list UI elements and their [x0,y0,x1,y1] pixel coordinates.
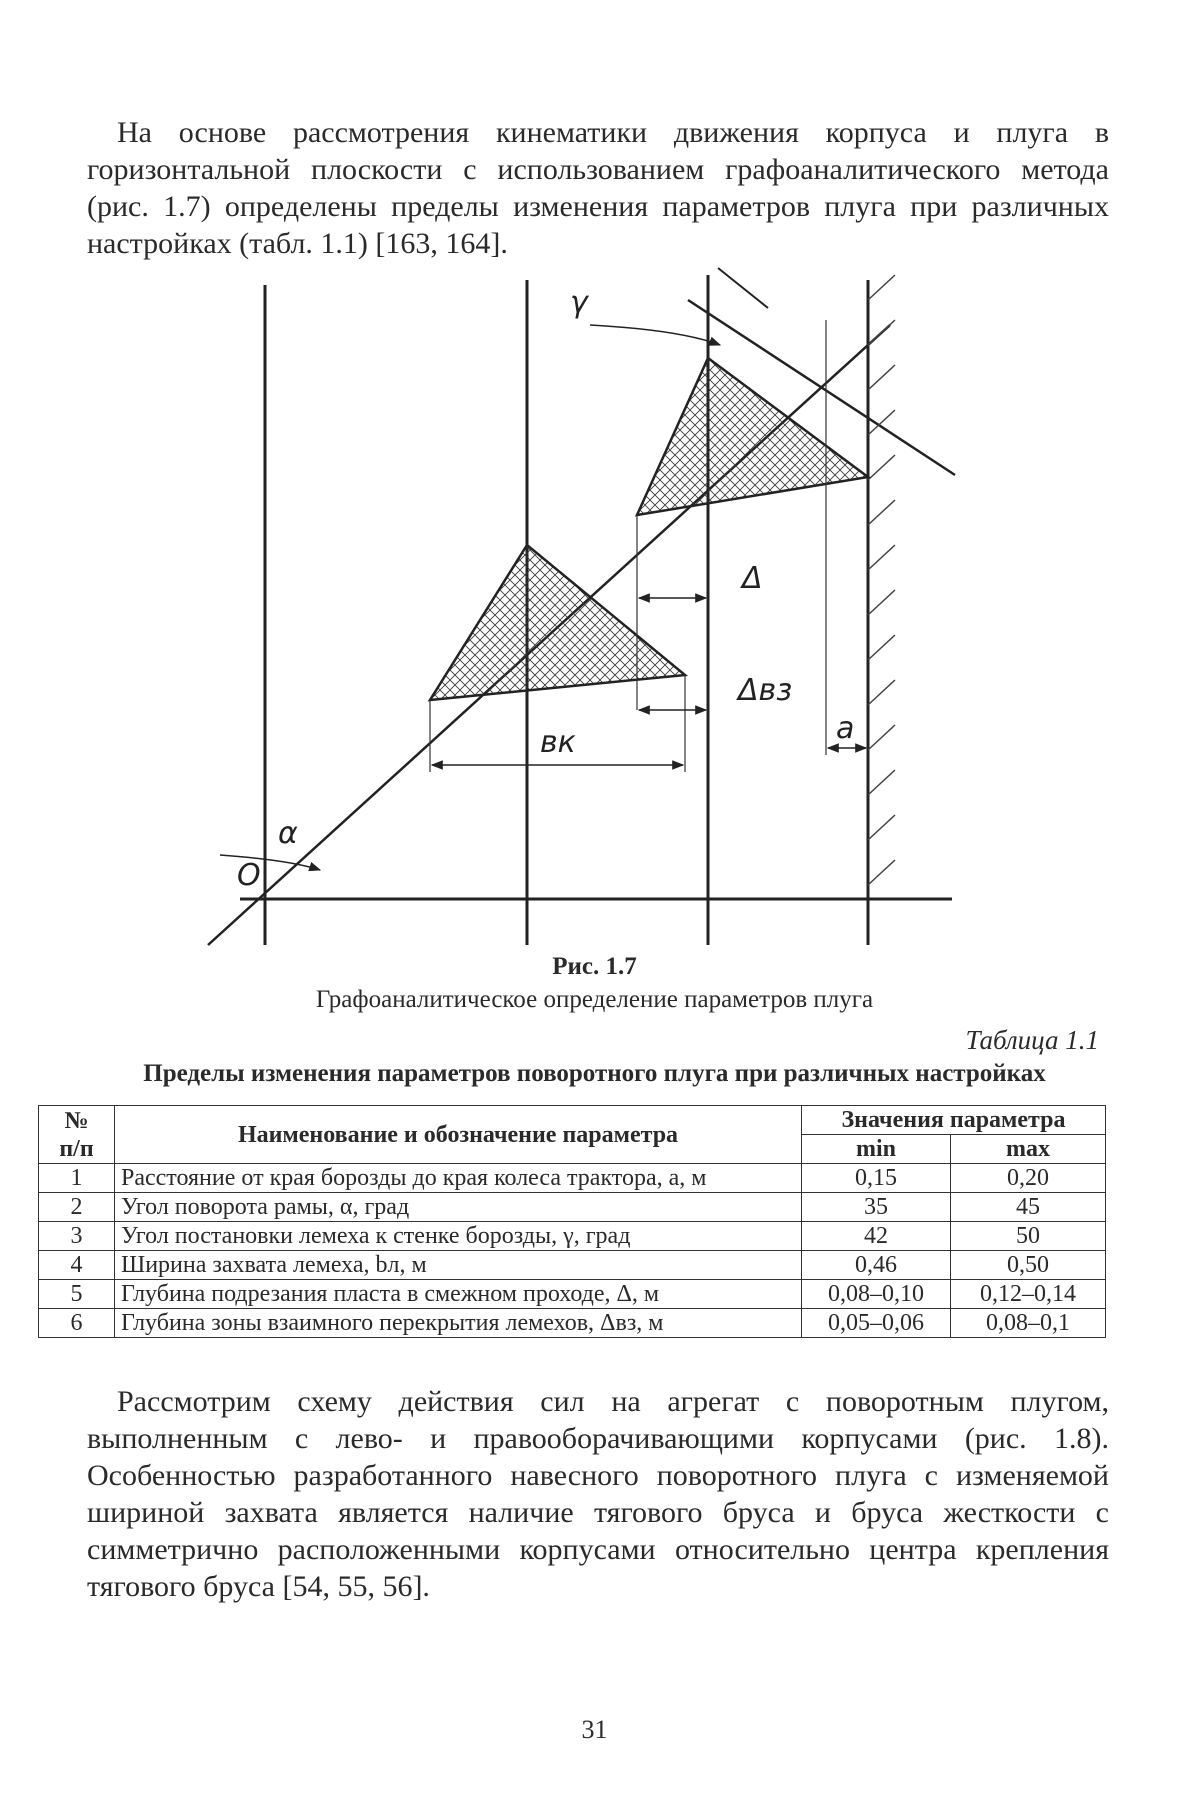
delta-label: Δ [742,561,763,596]
figure-number: Рис. 1.7 [552,953,637,980]
table-row: 6 Глубина зоны взаимного перекрытия лемехов, Δвз, м 0,05–0,06 0,08–0,1 [39,1309,1106,1338]
gamma-angle-arc [590,325,720,345]
table-row: 4 Ширина захвата лемеха, bл, м 0,46 0,50 [39,1251,1106,1280]
parameters-table [38,1105,1106,1338]
table-row: 2 Угол поворота рамы, α, град 35 45 [39,1193,1106,1222]
header-number: № п/п [39,1106,115,1164]
origin-label: O [237,858,261,893]
furrow-wall-hatching [868,275,895,885]
table-header-row [39,1106,1106,1135]
table-title: Пределы изменения параметров поворотного плуга при различных настройках [143,1060,1046,1087]
bk-label: вк [540,725,576,760]
forces-paragraph: Рассмотрим схему действия сил на агрегат с поворотным плугом, выполненным с лево- и правооборачивающими корпусами (рис. 1.8). Особенностью разработанного навесного поворотного плуга с изменяемой шириной захвата является наличие тягового бруса и бруса жесткости с симметрично расположенными корпусами относительно центра крепления тягового бруса [54, 55, 56]. [87,1385,1109,1603]
intro-paragraph: На основе рассмотрения кинематики движения корпуса и плуга в горизонтальной плоскости с использованием графоаналитического метода (рис. 1.7) определены пределы изменения параметров плуга при различных настройках (табл. 1.1) [163, 164]. [87,116,1109,260]
page-number: 31 [581,1715,608,1744]
table-row: 5 Глубина подрезания пласта в смежном проходе, Δ, м 0,08–0,10 0,12–0,14 [39,1280,1106,1309]
delta-vz-label: Δвз [738,673,793,708]
a-label: a [836,711,855,746]
header-parameter-name: Наименование и обозначение параметра [115,1106,802,1164]
lower-plow-body-triangle [430,545,685,700]
table-label: Таблица 1.1 [965,1025,1099,1055]
table-row: 3 Угол постановки лемеха к стенке борозды, γ, град 42 50 [39,1222,1106,1251]
header-values: Значения параметра [802,1106,1106,1135]
figure-caption: Графоаналитическое определение параметров плуга [315,986,874,1013]
header-max: max [951,1135,1106,1164]
share-normal [718,268,768,308]
alpha-label: α [278,816,298,851]
gamma-label: γ [570,285,588,320]
header-min: min [802,1135,951,1164]
table-row: 1 Расстояние от края борозды до края колеса трактора, a, м 0,15 0,20 [39,1164,1106,1193]
upper-plow-body-triangle [637,358,868,515]
